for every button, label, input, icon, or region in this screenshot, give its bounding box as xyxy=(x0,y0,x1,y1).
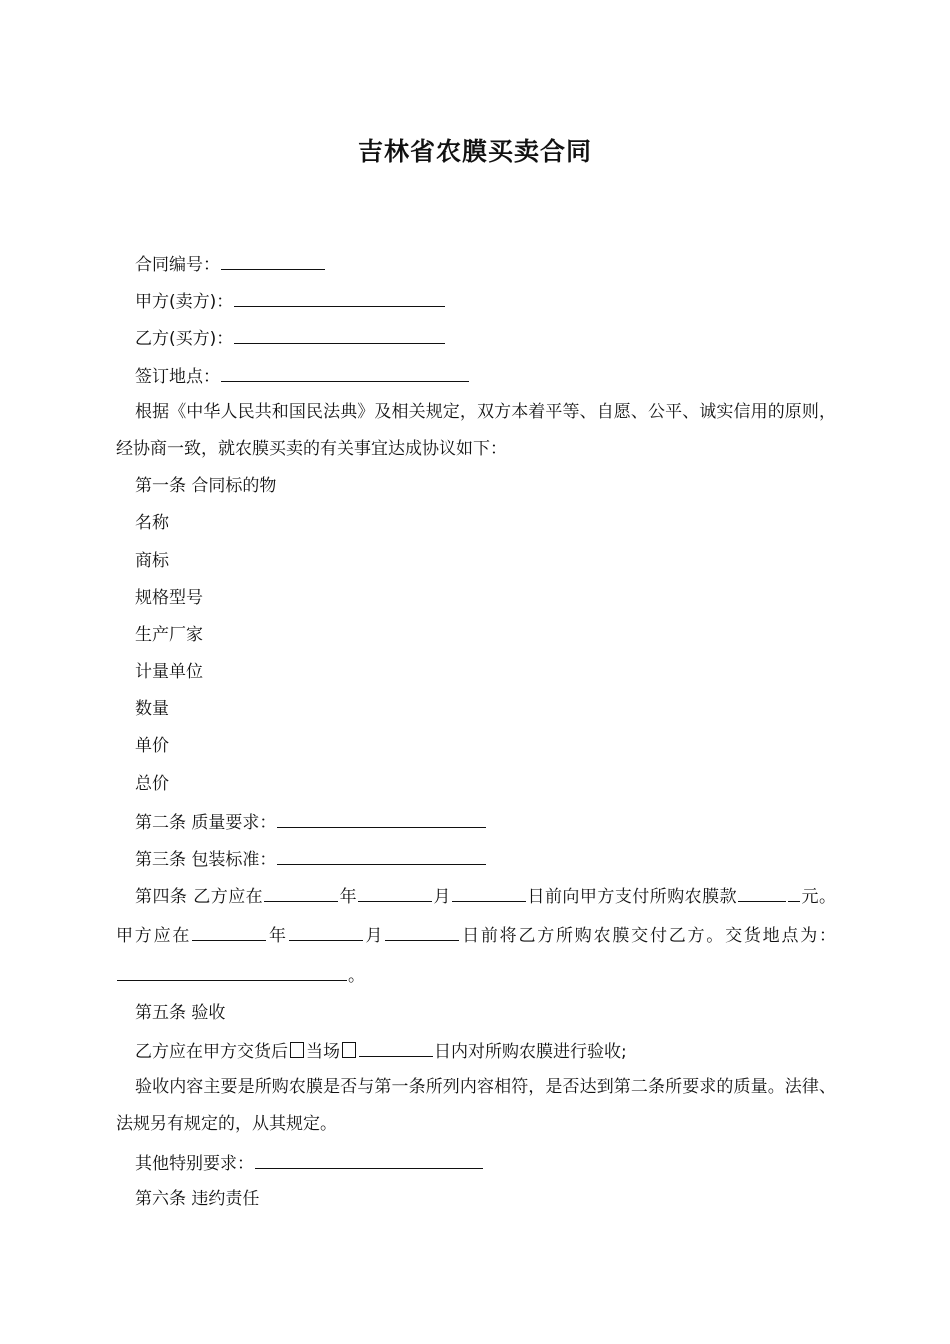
contract-number-line xyxy=(116,245,836,282)
article-5-heading: 第五条 验收 xyxy=(135,1002,226,1023)
article-1-item: 名称 xyxy=(135,513,169,534)
pay-year-blank[interactable] xyxy=(264,877,338,902)
checkbox-icon[interactable] xyxy=(342,1042,356,1058)
article-4-text: 日前将乙方所购农膜交付乙方。交货地点为： xyxy=(460,926,837,947)
article-2-line xyxy=(116,803,836,840)
article-1-item: 规格型号 xyxy=(135,587,203,608)
intro-paragraph: 根据《中华人民共和国民法典》及相关规定，双方本着平等、自愿、公平、诚实信用的原则，经协商一致，就农膜买卖的有关事宜达成协议如下： xyxy=(116,401,836,459)
article-4-text: 第四条 乙方应在 xyxy=(135,887,264,908)
party-b-blank[interactable] xyxy=(234,319,445,344)
quality-blank[interactable] xyxy=(277,803,486,828)
other-requirements-line xyxy=(116,1144,836,1181)
pay-month-blank[interactable] xyxy=(358,877,432,902)
party-b-line xyxy=(116,319,836,356)
party-a-blank[interactable] xyxy=(234,282,445,307)
article-1-item: 计量单位 xyxy=(135,662,203,683)
contract-body xyxy=(116,245,836,1218)
article-1-item: 单价 xyxy=(135,736,169,757)
inspection-text: 乙方应在甲方交货后 xyxy=(135,1042,288,1063)
article-4-paragraph xyxy=(116,877,836,995)
contract-number-label: 合同编号： xyxy=(135,255,220,275)
inspection-content-paragraph: 验收内容主要是所购农膜是否与第一条所列内容相符，是否达到第二条所要求的质量。法律、法规另有规定的，从其规定。 xyxy=(116,1077,836,1135)
article-1-item: 商标 xyxy=(135,550,169,571)
party-b-label: 乙方(买方)： xyxy=(135,329,234,350)
inspection-line xyxy=(116,1032,836,1069)
inspection-option: 当场 xyxy=(306,1042,340,1063)
packaging-blank[interactable] xyxy=(277,840,486,865)
amount-blank-cont[interactable] xyxy=(788,877,800,902)
year-label: 年 xyxy=(339,887,358,908)
delivery-year-blank[interactable] xyxy=(192,916,266,941)
contract-number-blank[interactable] xyxy=(221,245,325,270)
article-1-heading: 第一条 合同标的物 xyxy=(135,476,277,497)
article-6-heading: 第六条 违约责任 xyxy=(135,1188,260,1209)
amount-blank[interactable] xyxy=(738,877,786,902)
delivery-month-blank[interactable] xyxy=(289,916,363,941)
sign-place-blank[interactable] xyxy=(221,357,469,382)
article-1-item: 总价 xyxy=(135,773,169,794)
document-title: 吉林省农膜买卖合同 xyxy=(357,137,592,166)
inspection-text: 日内对所购农膜进行验收; xyxy=(434,1042,627,1063)
party-a-label: 甲方(卖方)： xyxy=(135,292,234,313)
article-4-text: 日前向甲方支付所购农膜款 xyxy=(527,887,738,908)
other-requirements-blank[interactable] xyxy=(255,1144,483,1169)
article-2-label: 第二条 质量要求： xyxy=(135,812,277,833)
delivery-day-blank[interactable] xyxy=(385,916,459,941)
article-4-text: 元。甲方应在 xyxy=(116,887,837,947)
pay-day-blank[interactable] xyxy=(452,877,526,902)
month-label: 月 xyxy=(363,926,385,947)
article-3-line xyxy=(116,840,836,877)
article-1-item: 数量 xyxy=(135,699,169,720)
other-requirements-label: 其他特别要求： xyxy=(135,1153,254,1174)
delivery-place-blank[interactable] xyxy=(117,956,347,981)
sign-place-line xyxy=(116,357,836,394)
year-label: 年 xyxy=(267,926,288,947)
period-mark: 。 xyxy=(348,965,365,986)
sign-place-label: 签订地点： xyxy=(135,366,220,387)
month-label: 月 xyxy=(433,887,452,908)
inspection-days-blank[interactable] xyxy=(359,1032,433,1057)
checkbox-icon[interactable] xyxy=(290,1042,304,1058)
party-a-line xyxy=(116,282,836,319)
article-3-label: 第三条 包装标准： xyxy=(135,850,277,871)
article-1-item: 生产厂家 xyxy=(135,624,203,645)
